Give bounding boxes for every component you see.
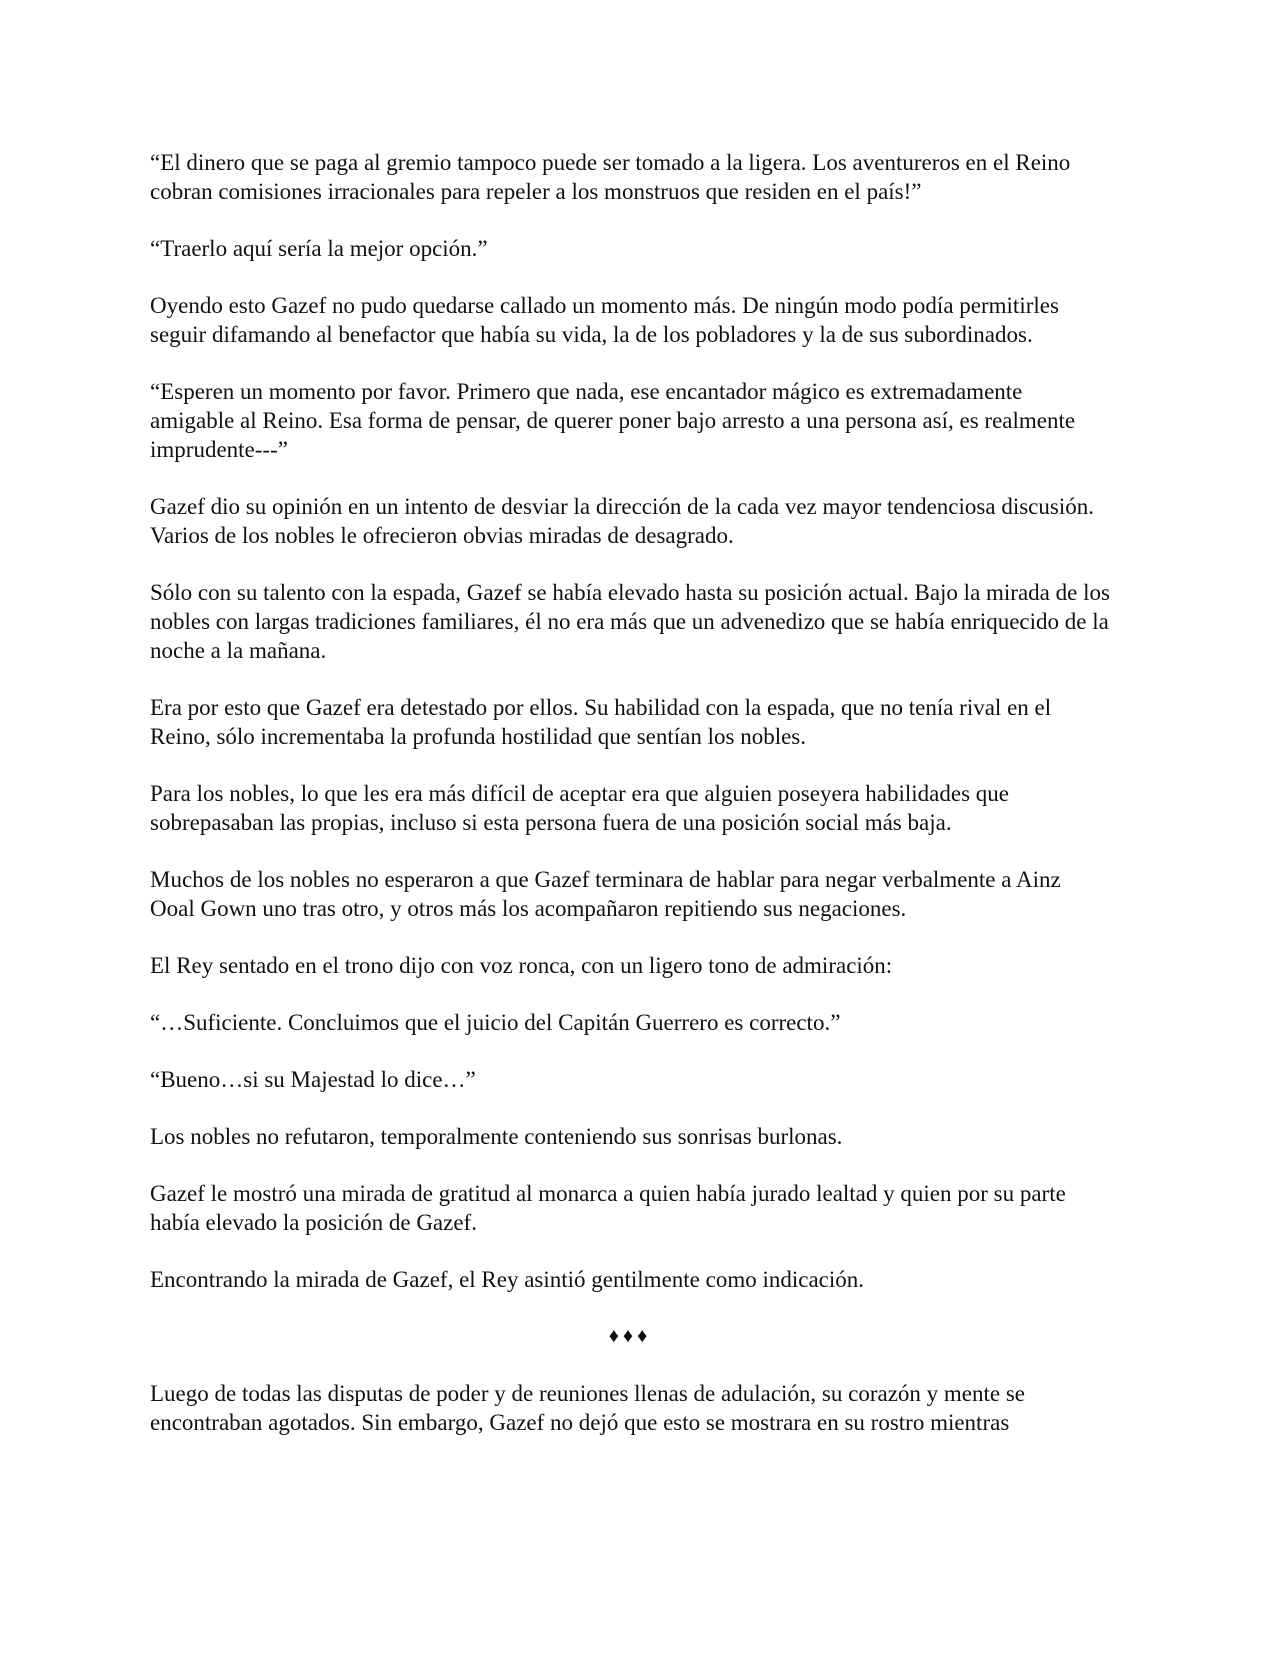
paragraph: Luego de todas las disputas de poder y de reuniones llenas de adulación, su corazón y mente se encontraban agotados. Sin embargo, Gazef no dejó que esto se mostrara en su rostro mientras [150, 1381, 1026, 1435]
paragraph: Gazef le mostró una mirada de gratitud al monarca a quien había jurado lealtad y quien por su parte había elevado la posición de Gazef. [150, 1181, 1066, 1235]
paragraph: Gazef dio su opinión en un intento de desviar la dirección de la cada vez mayor tendenciosa discusión. Varios de los nobles le ofrecieron obvias miradas de desagrado. [150, 494, 1094, 548]
paragraph: Muchos de los nobles no esperaron a que Gazef terminara de hablar para negar verbalmente a Ainz Ooal Gown uno tras otro, y otros más los acompañaron repitiendo sus negaciones. [150, 867, 1061, 921]
paragraph: Oyendo esto Gazef no pudo quedarse callado un momento más. De ningún modo podía permitirles seguir difamando al benefactor que había su vida, la de los pobladores y la de sus subordinados. [150, 293, 1059, 347]
paragraph: “El dinero que se paga al gremio tampoco puede ser tomado a la ligera. Los aventureros en el Reino cobran comisiones irracionales para repeler a los monstruos que residen en el país!” [150, 150, 1071, 204]
document-page [150, 148, 1110, 1465]
paragraph: Era por esto que Gazef era detestado por ellos. Su habilidad con la espada, que no tenía rival en el Reino, sólo incrementaba la profunda hostilidad que sentían los nobles. [150, 695, 1052, 749]
section-separator: ♦♦♦ [608, 1325, 652, 1347]
paragraph: “Traerlo aquí sería la mejor opción.” [150, 236, 488, 261]
paragraph: “Esperen un momento por favor. Primero que nada, ese encantador mágico es extremadamente amigable al Reino. Esa forma de pensar, de querer poner bajo arresto a una persona así, es realmente imprudente---” [150, 379, 1076, 462]
paragraph: Sólo con su talento con la espada, Gazef se había elevado hasta su posición actual. Bajo la mirada de los nobles con largas tradiciones familiares, él no era más que un advenedizo que se había enriquecido de la noche a la mañana. [150, 580, 1110, 663]
paragraph: Para los nobles, lo que les era más difícil de aceptar era que alguien poseyera habilidades que sobrepasaban las propias, incluso si esta persona fuera de una posición social más baja. [150, 781, 1009, 835]
paragraph: Encontrando la mirada de Gazef, el Rey asintió gentilmente como indicación. [150, 1267, 865, 1292]
paragraph: Los nobles no refutaron, temporalmente conteniendo sus sonrisas burlonas. [150, 1124, 843, 1149]
paragraph: “…Suficiente. Concluimos que el juicio del Capitán Guerrero es correcto.” [150, 1010, 841, 1035]
paragraph: El Rey sentado en el trono dijo con voz ronca, con un ligero tono de admiración: [150, 953, 893, 978]
paragraph: “Bueno…si su Majestad lo dice…” [150, 1067, 476, 1092]
